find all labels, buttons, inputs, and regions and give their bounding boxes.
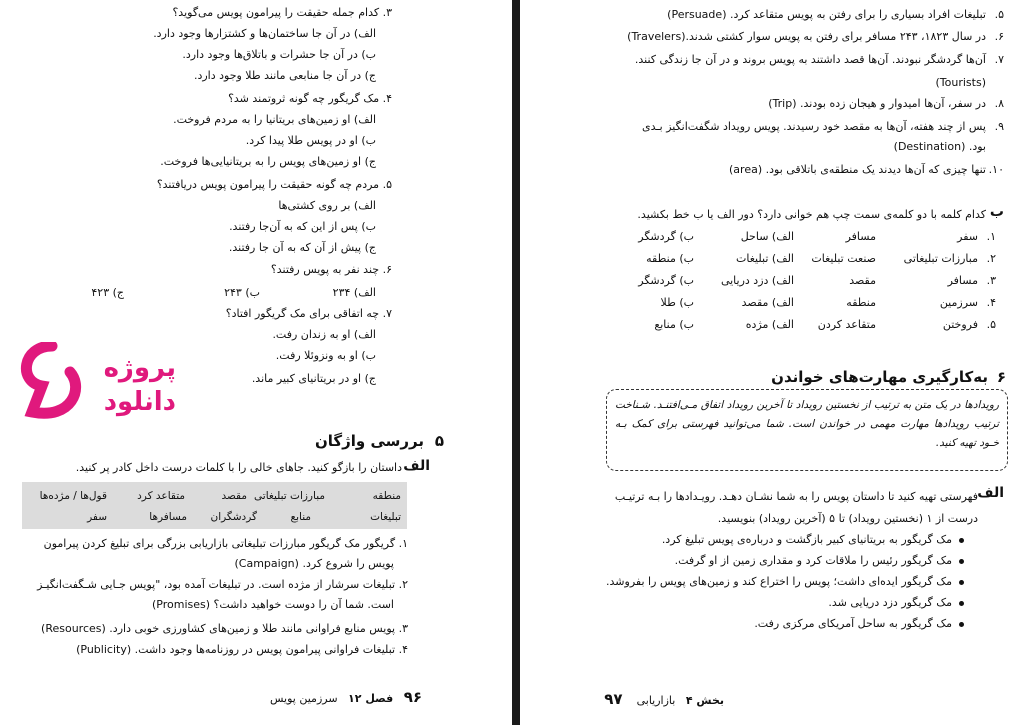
- question-6: ۶. چند نفر به پویس رفتند؟: [270, 263, 392, 276]
- right-item-8: در سفر، آن‌ها امیدوار و هیجان زده بودند. (Trip): [768, 97, 986, 110]
- b-row-4-num: ۴.: [986, 296, 996, 309]
- q3-option-b: ب) در آن جا حشرات و باتلاق‌ها وجود دارد.: [182, 48, 376, 61]
- section-6-alef: الف: [977, 485, 1004, 501]
- q4-option-b: ب) او در پویس طلا پیدا کرد.: [245, 134, 376, 147]
- b-row-3-w1: مسافر: [947, 274, 978, 287]
- right-item-7-num: ۷.: [994, 53, 1004, 66]
- b-row-2-num: ۲.: [986, 252, 996, 265]
- right-item-8-num: ۸.: [994, 97, 1004, 110]
- right-page-number: ۹۷: [604, 690, 623, 708]
- b-row-2-w1: مبارزات تبلیغاتی: [903, 252, 978, 265]
- alef-text-1: فهرستی تهیه کنید تا داستان پویس را به شما نشـان دهـد. رویـدادها را بـه ترتیـب: [614, 490, 978, 503]
- item-line-3: ۲. تبلیغات سرشار از مژده است. در تبلیغات آمده بود، "پویس جـایی شـگفت‌انگیـز: [37, 578, 408, 591]
- b-row-3-num: ۳.: [986, 274, 996, 287]
- b-row-5-b: ب) منابع: [654, 318, 694, 331]
- right-item-10-num: ۱۰.: [988, 163, 1004, 176]
- bullet-3: مک گریگور ایده‌ای داشت؛ پویس را اختراع کند و زمین‌های پویس را بفروشد.: [606, 575, 952, 588]
- section-b-instruction: کدام کلمه با دو کلمه‌ی سمت چپ هم خوانی دارد؟ دور الف یا ب خط بکشید.: [637, 208, 986, 221]
- word-10: سفر: [87, 511, 107, 523]
- logo-mark: [26, 346, 75, 413]
- q5-option-a: الف) بر روی کشتی‌ها: [278, 199, 376, 212]
- b-row-4-b: ب) طلا: [660, 296, 694, 309]
- question-3: ۳. کدام جمله حقیقت را پیرامون پویس می‌گوید؟: [172, 6, 392, 19]
- b-row-5-w2: متقاعد کردن: [817, 318, 876, 331]
- tip-box: [606, 389, 1008, 471]
- right-item-6: در سال ۱۸۲۳، ۲۴۳ مسافر برای رفتن به پویس سوار کشتی شدند.(Travelers): [627, 30, 986, 43]
- b-row-1-a: الف) ساحل: [740, 230, 794, 243]
- bullet-1: مک گریگور به بریتانیای کبیر بازگشت و درباره‌ی پویس تبلیغ کرد.: [661, 533, 952, 546]
- q4-option-a: الف) او زمین‌های بریتانیا را به مردم فروخت.: [173, 113, 376, 126]
- item-line-6: ۴. تبلیغات فراوانی پیرامون پویس در روزنامه‌ها وجود داشت. (Publicity): [76, 643, 408, 656]
- section-5-number: ۵: [434, 432, 444, 450]
- word-4: متقاعد کرد: [137, 490, 185, 502]
- b-row-2-b: ب) منطقه: [646, 252, 694, 265]
- item-line-4: است. شما آن را دوست خواهید داشت؟ (Promises): [152, 598, 394, 611]
- left-chapter: فصل ۱۲: [348, 692, 394, 705]
- word-box: [22, 482, 407, 529]
- b-row-4-a: الف) مقصد: [741, 296, 794, 309]
- left-page-number: ۹۶: [403, 688, 422, 706]
- right-part: بخش ۴: [685, 694, 724, 707]
- item-line-1: ۱. گریگور مک گریگور مبارزات تبلیغاتی بازاریابی بزرگی برای تبلیغ کردن پیرامون: [43, 537, 408, 550]
- right-item-10: تنها چیزی که آن‌ها دیدند یک منطقه‌ی باتلاقی بود. (area): [729, 163, 986, 176]
- b-row-1-b: ب) گردشگر: [638, 230, 694, 243]
- q6-option-c: ج) ۴۲۳: [91, 286, 124, 299]
- word-9: مسافرها: [149, 511, 187, 523]
- right-item-5-num: ۵.: [994, 8, 1004, 21]
- q6-option-b: ب) ۲۴۳: [224, 286, 260, 299]
- right-item-5: تبلیغات افراد بسیاری را برای رفتن به پویس متقاعد کرد. (Persuade): [667, 8, 986, 21]
- b-row-5-num: ۵.: [986, 318, 996, 331]
- q5-option-b: ب) پس از این که به آن‌جا رفتند.: [229, 220, 376, 233]
- item-line-5: ۳. پویس منابع فراوانی مانند طلا و زمین‌های کشاورزی خوبی دارد. (Resources): [41, 622, 408, 635]
- site-logo: [12, 342, 182, 420]
- word-2: مبارزات تبلیغاتی: [254, 490, 325, 502]
- bullet-dot: [959, 580, 964, 585]
- right-item-9-num: ۹.: [994, 120, 1004, 133]
- q5-option-c: ج) پیش از آن که به آن جا رفتند.: [228, 241, 376, 254]
- q3-option-a: الف) در آن جا ساختمان‌ها و کشتزارها وجود دارد.: [153, 27, 376, 40]
- bullet-dot: [959, 601, 964, 606]
- logo-text-1: پروژه: [103, 353, 176, 383]
- bullet-dot: [959, 559, 964, 564]
- bullet-4: مک گریگور دزد دریایی شد.: [828, 596, 952, 609]
- word-6: تبلیغات: [370, 511, 401, 523]
- word-1: منطقه: [372, 490, 401, 502]
- section-5-alef: الف: [403, 458, 430, 474]
- section-6-title: به‌کارگیری مهارت‌های خواندن: [771, 368, 988, 386]
- b-row-4-w2: منطقه: [846, 296, 876, 309]
- bullet-dot: [959, 622, 964, 627]
- b-row-1-w1: سفر: [957, 230, 978, 243]
- section-5-title: بررسی واژگان: [314, 432, 424, 450]
- question-5: ۵. مردم چه گونه حقیقت را پیرامون پویس دریافتند؟: [156, 178, 392, 191]
- bullet-dot: [959, 538, 964, 543]
- b-row-5-w1: فروختن: [942, 318, 978, 331]
- b-row-3-a: الف) دزد دریایی: [720, 274, 794, 287]
- book-gutter: [512, 0, 520, 725]
- b-row-2-w2: صنعت تبلیغات: [811, 252, 876, 265]
- right-item-6-num: ۶.: [994, 30, 1004, 43]
- right-item-7-cont: (Tourists): [935, 76, 986, 89]
- q7-option-c: ج) او در بریتانیای کبیر ماند.: [251, 372, 376, 385]
- q7-option-a: الف) او به زندان رفت.: [272, 328, 376, 341]
- word-5: قول‌ها / مژده‌ها: [39, 490, 107, 502]
- right-item-9-cont: بود. (Destination): [893, 140, 986, 153]
- left-chapter-title: سرزمین پویس: [270, 692, 338, 705]
- right-item-7: آن‌ها گردشگر نبودند. آن‌ها قصد داشتند به پویس بروند و در آن جا زندگی کنند.: [634, 53, 986, 66]
- q4-option-c: ج) او زمین‌های پویس را به بریتانیایی‌ها فروخت.: [160, 155, 376, 168]
- b-row-5-a: الف) مژده: [745, 318, 794, 331]
- bullet-2: مک گریگور رئیس را ملاقات کرد و مقداری زمین از او گرفت.: [674, 554, 952, 567]
- right-item-9: پس از چند هفته، آن‌ها به مقصد خود رسیدند. پویس رویداد شگفت‌انگیز بـدی: [642, 120, 986, 133]
- item-line-2: پویس را شروع کرد. (Campaign): [234, 557, 394, 570]
- q6-option-a: الف) ۲۳۴: [332, 286, 376, 299]
- q3-option-c: ج) در آن جا منابعی مانند طلا وجود دارد.: [193, 69, 376, 82]
- logo-text-2: دانلود: [103, 387, 176, 417]
- word-3: مقصد: [221, 490, 247, 502]
- tip-text: رویدادها در یک متن به ترتیب از نخستین رویداد تا آخرین رویداد اتفاق مـی‌افتنـد. شـناخت ترتیب رویدادها مهارت مهمی در خواندن است. شما می‌توانید فهرستی برای کمک بـه خـود تهیه کنید.: [615, 399, 999, 449]
- b-row-1-w2: مسافر: [845, 230, 876, 243]
- word-8: گردشگران: [210, 511, 257, 523]
- section-5-instruction: داستان را بازگو کنید. جاهای خالی را با کلمات درست داخل کادر پر کنید.: [75, 461, 402, 474]
- b-row-2-a: الف) تبلیغات: [736, 252, 794, 265]
- section-6-number: ۶: [996, 368, 1006, 386]
- left-footer: [270, 688, 422, 706]
- section-b-label: ب: [989, 204, 1004, 220]
- alef-text-2: درست از ۱ (نخستین رویداد) تا ۵ (آخرین رویداد) بنویسید.: [717, 512, 978, 525]
- bullet-5: مک گریگور به ساحل آمریکای مرکزی رفت.: [754, 617, 952, 630]
- right-footer: [604, 690, 724, 708]
- question-4: ۴. مک گریگور چه گونه ثروتمند شد؟: [228, 92, 392, 105]
- q7-option-b: ب) او به ونزوئلا رفت.: [275, 349, 376, 362]
- b-row-3-w2: مقصد: [849, 274, 876, 287]
- question-7: ۷. چه اتفاقی برای مک گریگور افتاد؟: [225, 307, 392, 320]
- b-row-3-b: ب) گردشگر: [638, 274, 694, 287]
- word-7: منابع: [290, 511, 311, 523]
- b-row-4-w1: سرزمین: [939, 296, 978, 309]
- b-row-1-num: ۱.: [986, 230, 996, 243]
- right-part-title: بازاریابی: [636, 694, 676, 707]
